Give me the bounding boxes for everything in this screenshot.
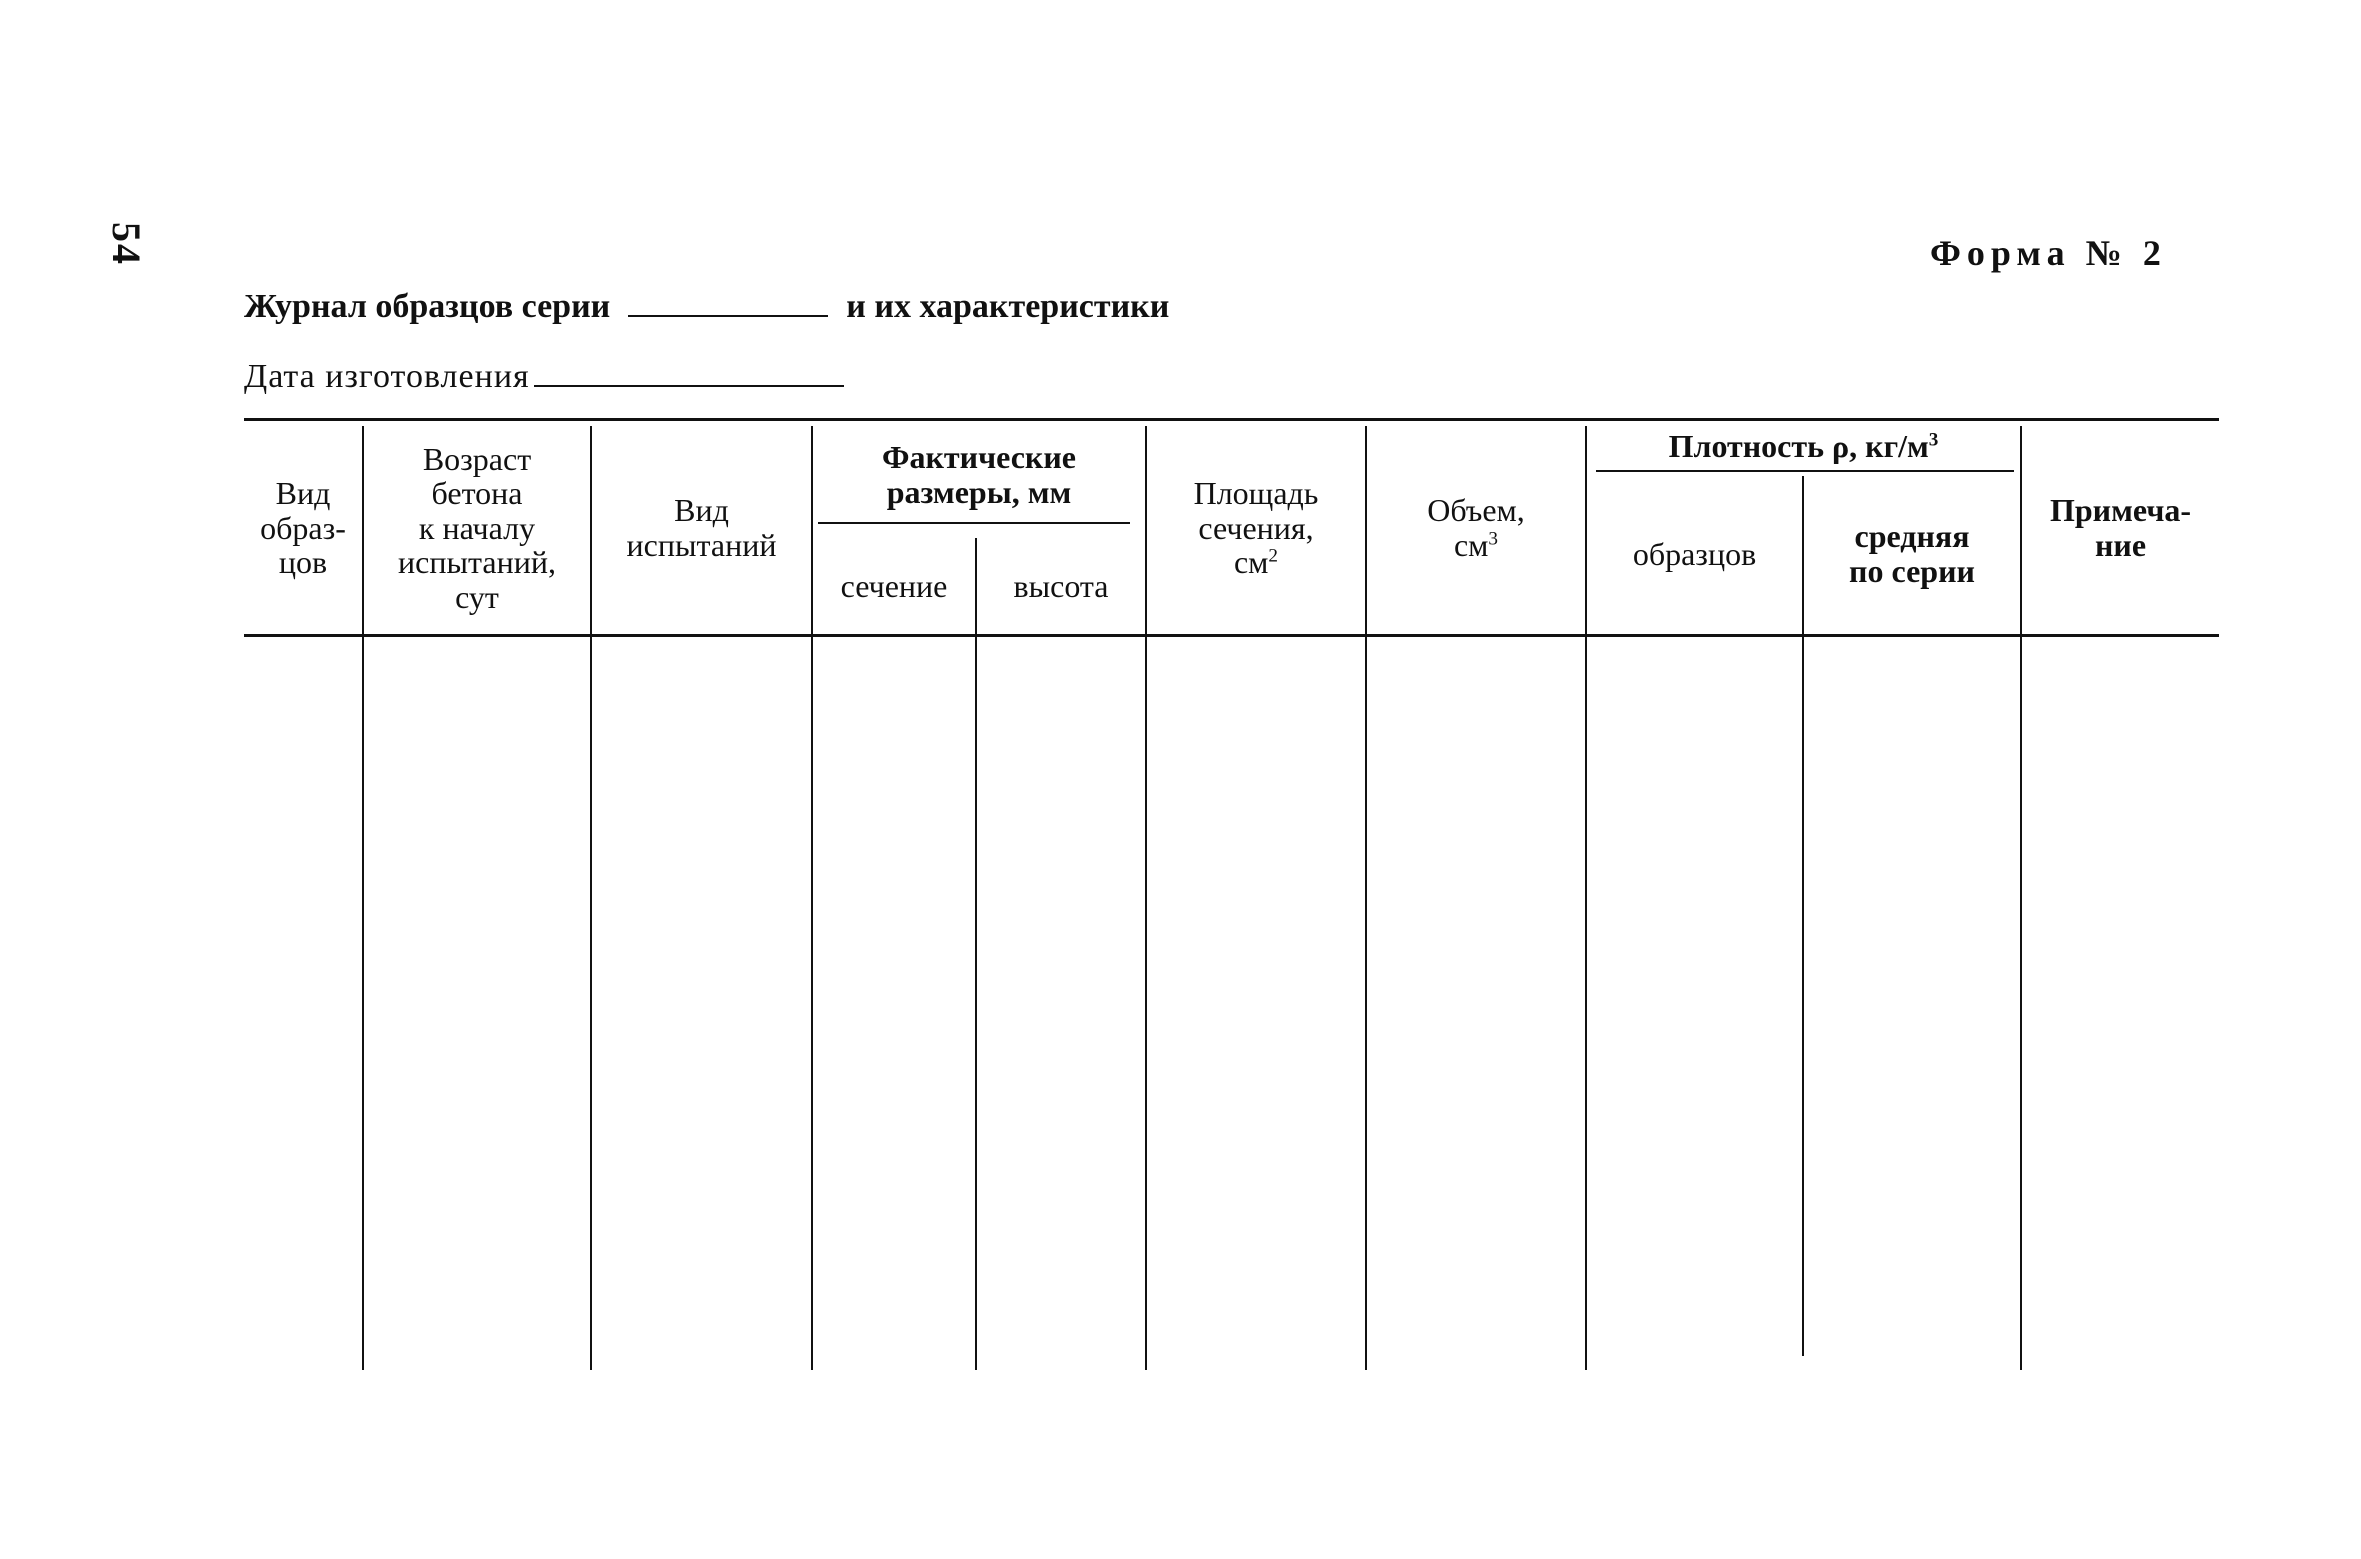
title-before: Журнал образцов серии xyxy=(244,288,611,325)
plotnost-subrule xyxy=(1596,470,2014,472)
header-vozrast: Возраст бетона к началу испытаний, сут xyxy=(398,440,556,615)
form-label: Форма № 2 xyxy=(1930,233,2167,273)
ploshchad-unit-exponent: 2 xyxy=(1268,545,1279,567)
date-blank-field[interactable] xyxy=(534,385,844,387)
header-sechenie: сечение xyxy=(840,567,948,604)
header-vysota: высота xyxy=(1013,567,1109,604)
header-obraztsov: образцов xyxy=(1632,535,1757,572)
header-obem: Объем, $см^3$ xyxy=(1427,492,1525,563)
header-plotnost: Плотность ρ, $кг/м^3$ xyxy=(1668,427,1939,464)
journal-title xyxy=(244,288,1169,326)
header-fakticheskie: Фактические размеры, мм xyxy=(882,439,1076,510)
table-header-rule xyxy=(244,634,2219,637)
header-srednyaya: средняя по серии xyxy=(1849,518,1975,589)
title-after: и их характеристики xyxy=(846,288,1170,325)
date-line xyxy=(244,358,844,396)
header-primechanie: Примеча- ние xyxy=(2049,492,2192,563)
date-label: Дата изготовления xyxy=(244,358,530,395)
table-body[interactable] xyxy=(244,638,2219,1370)
header-vid-ispytaniy: Вид испытаний xyxy=(626,492,777,563)
page-number: 54 xyxy=(104,222,149,266)
header-ploshchad: Площадь сечения, $см^2$ xyxy=(1193,475,1319,581)
table-top-rule xyxy=(244,418,2219,421)
header-vid-obraztsov: Вид образ- цов xyxy=(260,475,346,581)
fakticheskie-subrule xyxy=(818,522,1130,524)
obem-unit-exponent: 3 xyxy=(1488,528,1499,550)
series-blank-field[interactable] xyxy=(628,315,828,317)
plotnost-unit-exponent: 3 xyxy=(1928,429,1939,451)
